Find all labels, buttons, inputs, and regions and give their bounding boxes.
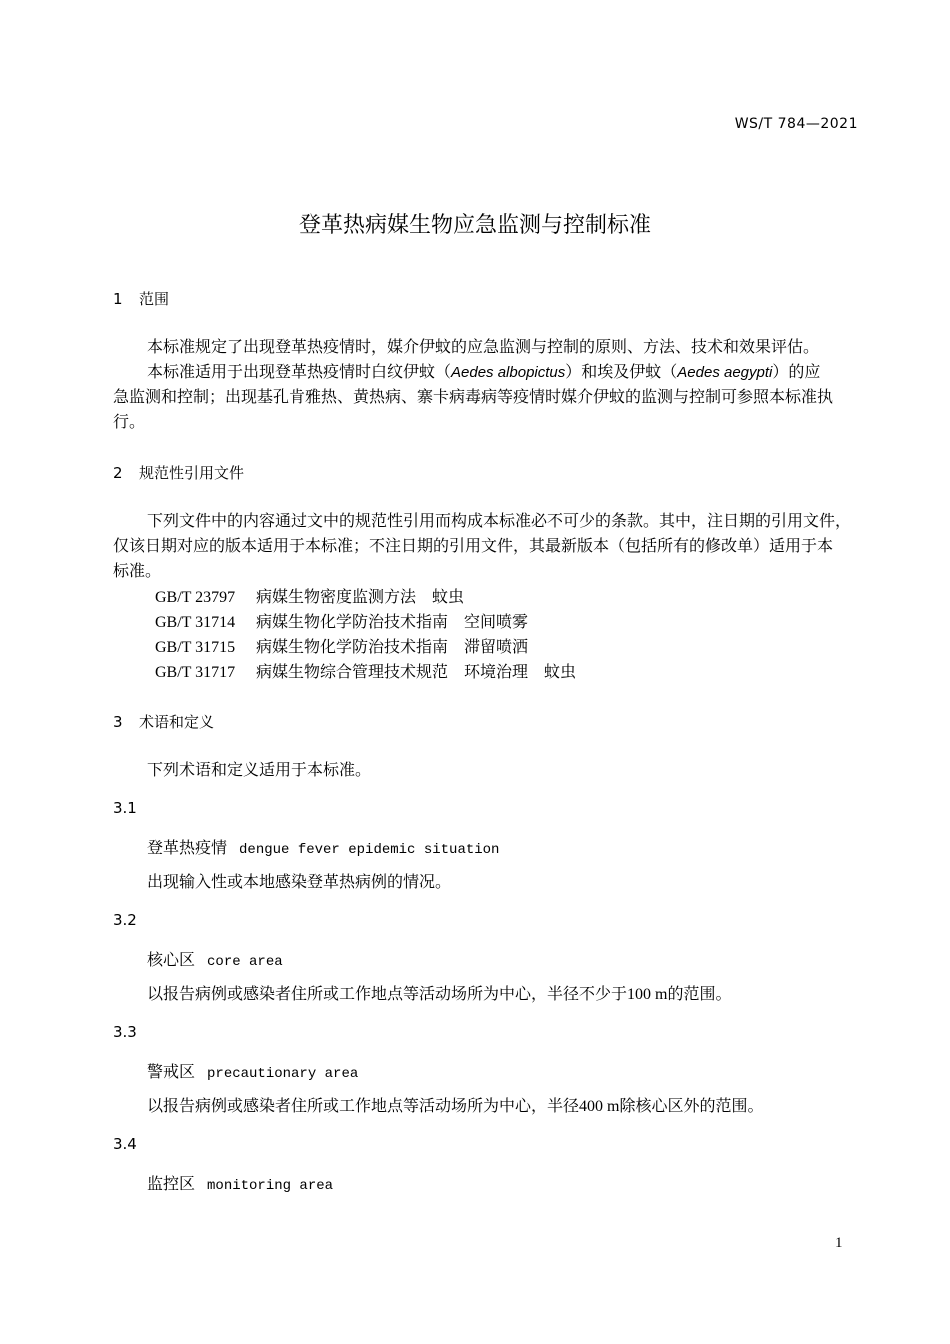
reference-item (155, 609, 528, 632)
reference-title: 病媒生物化学防治技术指南 空间喷雾 (256, 614, 529, 631)
term-chinese: 登革热疫情 (147, 838, 228, 857)
reference-code: GB/T 31714 (155, 614, 236, 631)
section-heading-normative-references (113, 462, 244, 483)
text-segment: ）的应 (772, 364, 821, 381)
references-paragraph-line-2: 仅该日期对应的版本适用于本标准；不注日期的引用文件，其最新版本（包括所有的修改单）适用于本 (113, 538, 834, 555)
text-segment: 本标准适用于出现登革热疫情时白纹伊蚊（ (147, 364, 452, 381)
term-heading (147, 1171, 333, 1194)
term-english: dengue fever epidemic situation (239, 842, 500, 858)
reference-code: GB/T 23797 (155, 589, 236, 606)
section-number: 3 (113, 713, 123, 731)
section-heading-terms (113, 711, 214, 732)
species-name: Aedes aegypti (677, 364, 773, 381)
term-english: monitoring area (207, 1178, 334, 1194)
scope-paragraph-2-line-3: 行。 (113, 414, 146, 431)
standard-number: WS/T 784—2021 (734, 116, 858, 132)
term-definition: 以报告病例或感染者住所或工作地点等活动场所为中心，半径不少于100 m的范围。 (147, 986, 732, 1003)
term-heading (147, 1059, 358, 1082)
term-definition: 以报告病例或感染者住所或工作地点等活动场所为中心，半径400 m除核心区外的范围。 (147, 1098, 764, 1115)
reference-title: 病媒生物综合管理技术规范 环境治理 蚊虫 (256, 664, 577, 681)
term-english: core area (207, 954, 283, 970)
section-title: 术语和定义 (139, 713, 215, 731)
reference-item (155, 659, 576, 682)
species-name: Aedes albopictus (451, 364, 566, 381)
reference-code: GB/T 31717 (155, 664, 236, 681)
section-title: 规范性引用文件 (139, 464, 245, 482)
term-number: 3.2 (113, 911, 137, 929)
term-chinese: 核心区 (147, 950, 196, 969)
section-title: 范围 (139, 290, 170, 308)
term-number: 3.1 (113, 799, 137, 817)
scope-paragraph-2-line-2: 急监测和控制；出现基孔肯雅热、黄热病、寨卡病毒病等疫情时媒介伊蚊的监测与控制可参照本标准执 (113, 389, 834, 406)
term-number: 3.3 (113, 1023, 137, 1041)
reference-title: 病媒生物密度监测方法 蚊虫 (256, 589, 465, 606)
section-number: 1 (113, 290, 123, 308)
term-chinese: 监控区 (147, 1174, 196, 1193)
terms-intro: 下列术语和定义适用于本标准。 (147, 762, 372, 779)
term-english: precautionary area (207, 1066, 359, 1082)
scope-paragraph-2-line-1 (147, 360, 820, 386)
document-title: 登革热病媒生物应急监测与控制标准 (298, 213, 651, 238)
term-number: 3.4 (113, 1135, 137, 1153)
term-heading (147, 835, 499, 858)
scope-paragraph-1: 本标准规定了出现登革热疫情时，媒介伊蚊的应急监测与控制的原则、方法、技术和效果评估。 (147, 339, 820, 356)
section-number: 2 (113, 464, 123, 482)
reference-title: 病媒生物化学防治技术指南 滞留喷洒 (256, 639, 529, 656)
reference-code: GB/T 31715 (155, 639, 236, 656)
reference-item (155, 584, 464, 607)
references-paragraph-line-3: 标准。 (113, 563, 162, 580)
reference-item (155, 634, 528, 657)
term-heading (147, 947, 283, 970)
references-paragraph-line-1: 下列文件中的内容通过文中的规范性引用而构成本标准必不可少的条款。其中，注日期的引用文件， (147, 513, 852, 530)
text-segment: ）和埃及伊蚊（ (565, 364, 678, 381)
section-heading-scope (113, 288, 169, 309)
page-number: 1 (835, 1235, 843, 1251)
term-chinese: 警戒区 (147, 1062, 196, 1081)
term-definition: 出现输入性或本地感染登革热病例的情况。 (147, 874, 452, 891)
